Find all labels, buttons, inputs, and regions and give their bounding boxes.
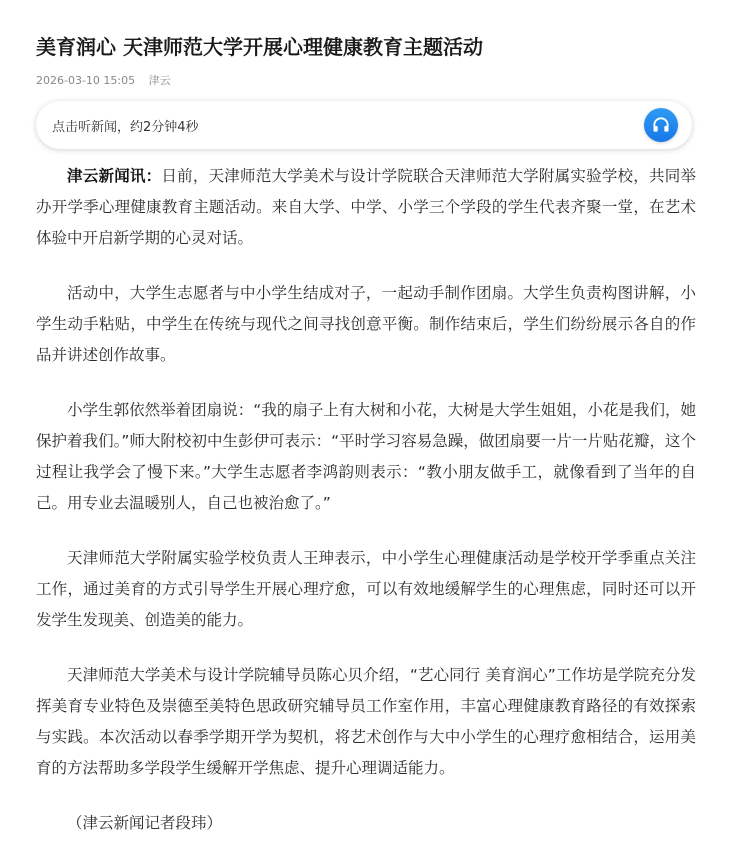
article-title: 美育润心 天津师范大学开展心理健康教育主题活动 xyxy=(36,35,483,59)
article-meta xyxy=(36,73,171,89)
paragraph-1-text: 日前，天津师范大学美术与设计学院联合天津师范大学附属实验学校，共同举办开学季心理健康教育主题活动。来自大学、中学、小学三个学段的学生代表齐聚一堂，在艺术体验中开启新学期的心灵对话。 xyxy=(36,167,696,247)
paragraph-1 xyxy=(36,161,696,254)
play-audio-button[interactable] xyxy=(644,108,678,142)
publish-date: 2026-03-10 15:05 xyxy=(36,74,136,87)
article-body xyxy=(36,161,696,863)
source-link[interactable]: 津云 xyxy=(148,74,171,87)
lead-label: 津云新闻讯： xyxy=(67,167,162,185)
paragraph-3: 小学生郭依然举着团扇说：“我的扇子上有大树和小花，大树是大学生姐姐，小花是我们，她保护着我们。”师大附校初中生彭伊可表示：“平时学习容易急躁，做团扇要一片一片贴花瓣，这个过程让我学会了慢下来。”大学生志愿者李鸿韵则表示：“教小朋友做手工，就像看到了当年的自己。用专业去温暖别人，自己也被治愈了。” xyxy=(36,401,696,512)
paragraph-2: 活动中，大学生志愿者与中小学生结成对子，一起动手制作团扇。大学生负责构图讲解，小学生动手粘贴，中学生在传统与现代之间寻找创意平衡。制作结束后，学生们纷纷展示各自的作品并讲述创作故事。 xyxy=(36,284,696,364)
listen-news-bar[interactable] xyxy=(36,101,692,149)
listen-news-label: 点击听新闻，约2分钟4秒 xyxy=(52,119,199,135)
paragraph-5: 天津师范大学美术与设计学院辅导员陈心贝介绍，“艺心同行 美育润心”工作坊是学院充分发挥美育专业特色及崇德至美特色思政研究辅导员工作室作用，丰富心理健康教育路径的有效探索与实践。本次活动以春季学期开学为契机，将艺术创作与大中小学生的心理疗愈相结合，运用美育的方法帮助多学段学生缓解开学焦虑、提升心理调适能力。 xyxy=(36,666,696,777)
reporter-credit: （津云新闻记者段玮） xyxy=(67,814,223,832)
headphones-icon xyxy=(651,115,671,135)
paragraph-4: 天津师范大学附属实验学校负责人王珅表示，中小学生心理健康活动是学校开学季重点关注工作，通过美育的方式引导学生开展心理疗愈，可以有效地缓解学生的心理焦虑，同时还可以开发学生发现美、创造美的能力。 xyxy=(36,549,696,629)
